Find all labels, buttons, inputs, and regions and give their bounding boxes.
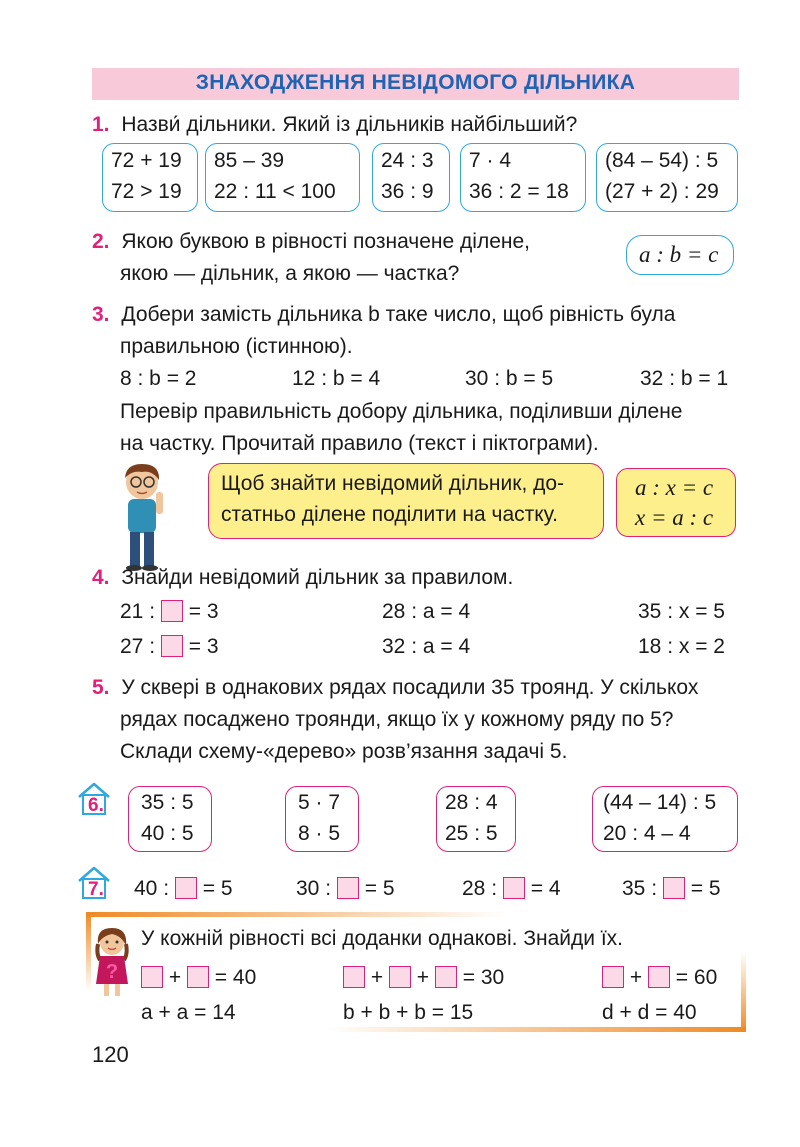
eq-right: = 3 [188, 600, 219, 623]
expr: (44 – 14) : 5 [603, 791, 717, 814]
answer-box[interactable] [389, 966, 411, 988]
task-3-eq-2: 12 : b = 4 [292, 367, 381, 390]
task-6-box-1 [128, 786, 212, 852]
task-2 [92, 230, 530, 254]
eq-right: = 40 [214, 966, 257, 989]
eq-right: = 4 [530, 877, 561, 900]
answer-box[interactable] [161, 600, 183, 622]
rule-box [208, 463, 604, 539]
rule-formula-2: x = a : c [635, 505, 714, 530]
task-7-eq-4 [622, 877, 721, 901]
answer-box[interactable] [343, 966, 365, 988]
task-4-eq-5: 35 : x = 5 [638, 600, 725, 623]
task-2-line-2: якою — дільник, а якою — частка? [120, 262, 460, 285]
expr: 72 > 19 [111, 180, 182, 203]
task-6-box-3 [436, 786, 516, 852]
task-3-line-3: Перевір правильність добору дільника, поділивши ділене [120, 400, 683, 423]
eq-left: 35 : [622, 877, 658, 900]
expr: 36 : 2 = 18 [469, 180, 569, 203]
task-5-line-3: Склади схему-«дерево» розв’язання задачі 5. [120, 740, 568, 763]
task-4-eq-2 [120, 635, 219, 659]
answer-box[interactable] [602, 966, 624, 988]
expr: 22 : 11 < 100 [214, 180, 336, 203]
expr: 20 : 4 – 4 [603, 822, 691, 845]
task-2-formula: a : b = c [639, 242, 719, 267]
task-6-box-2 [285, 786, 359, 852]
expr: 5 · 7 [298, 791, 341, 814]
task-1-number: 1. [92, 113, 110, 136]
rule-line-1: Щоб знайти невідомий дільник, до- [221, 472, 565, 495]
boy-illustration [112, 462, 180, 572]
eq-right: = 3 [188, 635, 219, 658]
task-3-line-1: Добери замість дільника b таке число, щоб рівність була [121, 303, 676, 326]
eq-left: 30 : [296, 877, 332, 900]
expr: 36 : 9 [381, 180, 434, 203]
task-5-line-1: У сквері в однакових рядах посадили 35 троянд. У скількох [121, 676, 699, 699]
task-1-box-5 [596, 143, 738, 212]
plus-sign: + [629, 966, 643, 989]
expr: (27 + 2) : 29 [605, 180, 719, 203]
eq-right: = 60 [675, 966, 718, 989]
bonus-eq-2 [343, 966, 504, 990]
task-2-number: 2. [92, 230, 110, 253]
task-1-text: Назви́ дільники. Який із дільників найбільший? [121, 113, 578, 136]
eq-left: 21 : [120, 600, 156, 623]
answer-box[interactable] [503, 877, 525, 899]
task-3 [92, 303, 675, 327]
answer-box[interactable] [187, 966, 209, 988]
answer-box[interactable] [663, 877, 685, 899]
bonus-eq-5: b + b + b = 15 [343, 1001, 474, 1024]
task-5-line-2: рядах посаджено троянди, якщо їх у кожному ряду по 5? [120, 708, 674, 731]
answer-box[interactable] [141, 966, 163, 988]
bonus-eq-6: d + d = 40 [602, 1001, 697, 1024]
svg-text:?: ? [105, 961, 119, 983]
bonus-text: У кожній рівності всі доданки однакові. Знайди їх. [141, 927, 624, 950]
task-2-line-1: Якою буквою в рівності позначене ділене, [121, 230, 530, 253]
task-4-text: Знайди невідомий дільник за правилом. [121, 566, 514, 589]
expr: 40 : 5 [141, 822, 194, 845]
expr: 72 + 19 [111, 149, 182, 172]
task-7-eq-1 [134, 877, 233, 901]
eq-right: = 5 [364, 877, 395, 900]
task-7-eq-2 [296, 877, 395, 901]
page-number: 120 [92, 1042, 129, 1067]
bonus-eq-3 [602, 966, 717, 990]
girl-illustration [92, 926, 132, 998]
bonus-eq-4: a + a = 14 [141, 1001, 236, 1024]
expr: 8 · 5 [298, 822, 341, 845]
rule-formula-1: a : x = c [635, 475, 714, 500]
task-1 [92, 113, 577, 137]
task-1-box-1 [102, 143, 198, 212]
task-4 [92, 566, 513, 590]
task-5-number: 5. [92, 676, 110, 699]
task-7-eq-3 [462, 877, 561, 901]
expr: 7 · 4 [469, 149, 512, 172]
eq-left: 40 : [134, 877, 170, 900]
task-4-eq-4: 32 : a = 4 [382, 635, 471, 658]
task-6-box-4 [592, 786, 738, 852]
eq-left: 28 : [462, 877, 498, 900]
task-2-formula-box [626, 235, 734, 275]
task-3-line-2: правильною (істинною). [120, 335, 353, 358]
task-3-line-4: на частку. Прочитай правило (текст і піктограми). [120, 432, 599, 455]
eq-right: = 5 [202, 877, 233, 900]
task-1-box-4 [460, 143, 586, 212]
expr: 85 – 39 [214, 149, 285, 172]
answer-box[interactable] [435, 966, 457, 988]
task-7-number: 7. [88, 879, 104, 900]
task-6-number: 6. [88, 795, 104, 816]
plus-sign: + [370, 966, 384, 989]
expr: 24 : 3 [381, 149, 434, 172]
expr: 28 : 4 [445, 791, 498, 814]
page-title: ЗНАХОДЖЕННЯ НЕВІДОМОГО ДІЛЬНИКА [195, 71, 636, 94]
answer-box[interactable] [648, 966, 670, 988]
task-3-eq-1: 8 : b = 2 [120, 367, 197, 390]
expr: (84 – 54) : 5 [605, 149, 719, 172]
task-4-eq-3: 28 : a = 4 [382, 600, 471, 623]
task-3-eq-3: 30 : b = 5 [465, 367, 554, 390]
task-5 [92, 676, 698, 700]
bonus-eq-1 [141, 966, 256, 990]
eq-right: = 5 [690, 877, 721, 900]
eq-right: = 30 [462, 966, 505, 989]
plus-sign: + [416, 966, 430, 989]
task-4-number: 4. [92, 566, 110, 589]
expr: 35 : 5 [141, 791, 194, 814]
task-4-eq-1 [120, 600, 219, 624]
answer-box[interactable] [175, 877, 197, 899]
answer-box[interactable] [161, 635, 183, 657]
task-3-number: 3. [92, 303, 110, 326]
answer-box[interactable] [337, 877, 359, 899]
task-4-eq-6: 18 : x = 2 [638, 635, 725, 658]
task-1-box-2 [205, 143, 360, 212]
eq-left: 27 : [120, 635, 156, 658]
rule-formula-box [616, 468, 736, 537]
task-1-box-3 [372, 143, 450, 212]
plus-sign: + [168, 966, 182, 989]
rule-line-2: статньо ділене поділити на частку. [221, 503, 558, 526]
expr: 25 : 5 [445, 822, 498, 845]
task-3-eq-4: 32 : b = 1 [640, 367, 729, 390]
